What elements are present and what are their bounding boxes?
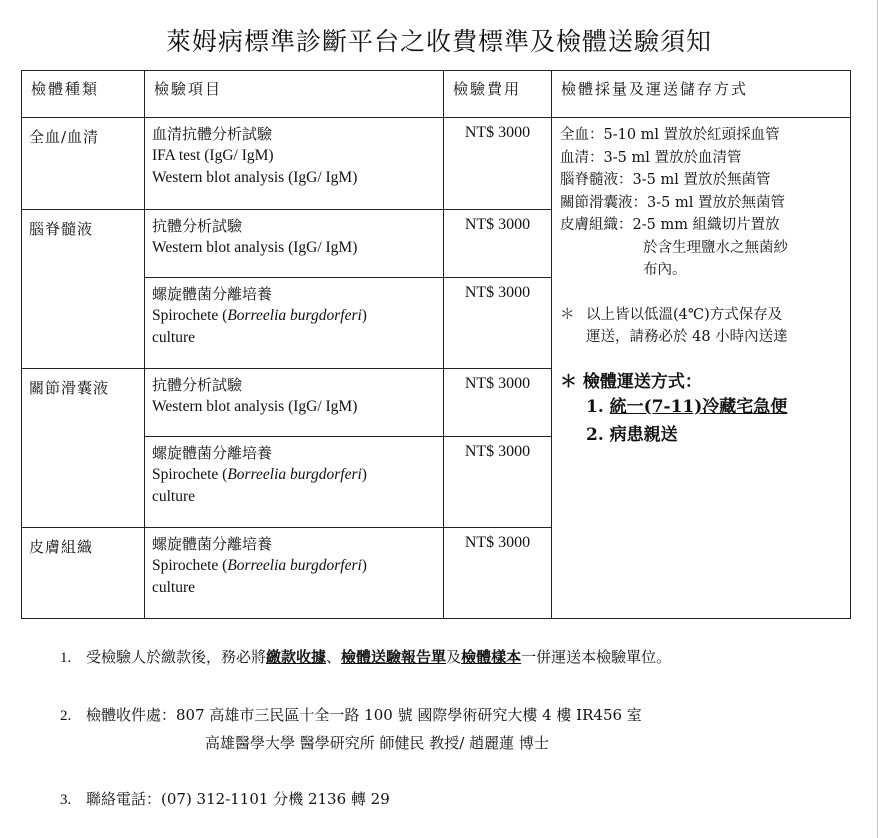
fee-cell: NT$ 3000 (444, 210, 552, 278)
storage-cell (552, 118, 851, 619)
shipping-method-2-num: 2. (586, 425, 604, 445)
shipping-method-2 (560, 421, 842, 449)
test-item-zh: 血清抗體分析試驗 (152, 125, 273, 143)
test-item-cell (145, 437, 444, 528)
note-1-sep: 、 (326, 648, 342, 666)
header-fee: 檢驗費用 (444, 71, 552, 118)
test-item-cell (145, 278, 444, 369)
storage-line: 布內。 (643, 262, 687, 278)
table-row (22, 118, 851, 210)
report-form-text: 檢體送驗報告單 (341, 648, 447, 666)
storage-line: 於含生理鹽水之無菌紗 (643, 239, 788, 256)
species-name: Borreelia burgdorferi (227, 307, 362, 324)
test-item-line: culture (152, 488, 196, 505)
table-header-row (22, 71, 851, 118)
recipient-line: 高雄醫學大學 醫學研究所 師健民 教授/ 趙麗蓮 博士 (205, 734, 549, 752)
test-item-line: culture (152, 329, 196, 346)
storage-line: 全血：5-10 ml 置放於紅頭採血管 (560, 127, 780, 143)
storage-line: 皮膚組織：2-5 mm 組織切片置放 (560, 217, 780, 233)
test-item-zh: 螺旋體菌分離培養 (152, 285, 273, 303)
fee-cell: NT$ 3000 (444, 118, 552, 210)
header-storage: 檢體採量及運送儲存方式 (552, 71, 851, 118)
header-specimen-type: 檢體種類 (22, 71, 145, 118)
specimen-type-cell: 腦脊髓液 (22, 210, 145, 369)
page-title: 萊姆病標準診斷平台之收費標準及檢體送驗須知 (165, 27, 712, 56)
test-item-cell (145, 118, 444, 210)
storage-note-line: 以上皆以低溫(4℃)方式保存及 (586, 306, 783, 323)
fee-cell: NT$ 3000 (444, 437, 552, 528)
address-line: 檢體收件處：807 高雄市三民區十全一路 100 號 國際學術研究大樓 4 樓 IR456 室 (86, 706, 642, 724)
fee-cell: NT$ 3000 (444, 369, 552, 437)
test-item-cell (145, 210, 444, 278)
test-item-line: Spirochete (Borreelia burgdorferi) (152, 557, 367, 574)
shipping-heading: ＊ 檢體運送方式： (560, 371, 702, 392)
storage-line: 血清：3-5 ml 置放於血清管 (560, 149, 742, 166)
test-item-zh: 抗體分析試驗 (152, 376, 243, 394)
asterisk-icon: ＊ (560, 306, 575, 323)
note-2 (60, 704, 642, 725)
note-2-number: 2. (60, 708, 72, 724)
specimen-type-cell: 全血/血清 (22, 118, 145, 210)
note-1-text: 受檢驗人於繳款後，務必將 (86, 648, 267, 666)
specimen-type-cell: 皮膚組織 (22, 528, 145, 619)
note-1-tail: 一併運送本檢驗單位。 (521, 648, 672, 666)
note-1-number: 1. (60, 650, 72, 666)
storage-note (560, 304, 842, 349)
test-item-cell (145, 528, 444, 619)
test-item-zh: 抗體分析試驗 (152, 217, 243, 235)
shipping-method-1 (560, 393, 842, 421)
storage-line: 腦脊髓液：3-5 ml 置放於無菌管 (560, 172, 771, 188)
storage-line: 關節滑囊液：3-5 ml 置放於無菌管 (560, 194, 785, 211)
fee-cell: NT$ 3000 (444, 528, 552, 619)
fee-table (21, 70, 851, 619)
test-item-line: Spirochete (Borreelia burgdorferi) (152, 307, 367, 324)
test-item-line: culture (152, 579, 196, 596)
test-item-zh: 螺旋體菌分離培養 (152, 444, 273, 462)
test-item-line: Western blot analysis (IgG/ IgM) (152, 239, 358, 256)
storage-note-line: 運送，請務必於 48 小時內送達 (586, 329, 788, 345)
phone-line: 聯絡電話：(07) 312-1101 分機 2136 轉 29 (86, 790, 390, 808)
test-item-line: Western blot analysis (IgG/ IgM) (152, 398, 358, 415)
species-name: Borreelia burgdorferi (227, 466, 362, 483)
receipt-text: 繳款收據 (266, 648, 327, 666)
shipping-method-2-text: 病患親送 (609, 425, 678, 445)
fee-cell: NT$ 3000 (444, 278, 552, 369)
shipping-method-1-num: 1. (586, 397, 604, 417)
shipping-method-1-text: 統一(7-11)冷藏宅急便 (609, 397, 788, 417)
specimen-text: 檢體樣本 (461, 648, 522, 666)
species-name: Borreelia burgdorferi (227, 557, 362, 574)
test-item-zh: 螺旋體菌分離培養 (152, 535, 273, 553)
header-test-item: 檢驗項目 (145, 71, 444, 118)
note-1 (60, 646, 671, 667)
note-3-number: 3. (60, 792, 72, 808)
test-item-line: Spirochete (Borreelia burgdorferi) (152, 466, 367, 483)
test-item-line: IFA test (IgG/ IgM) (152, 147, 274, 164)
test-item-line: Western blot analysis (IgG/ IgM) (152, 169, 358, 186)
test-item-cell (145, 369, 444, 437)
specimen-type-cell: 關節滑囊液 (22, 369, 145, 528)
note-3 (60, 788, 390, 809)
note-1-and: 及 (446, 648, 462, 666)
